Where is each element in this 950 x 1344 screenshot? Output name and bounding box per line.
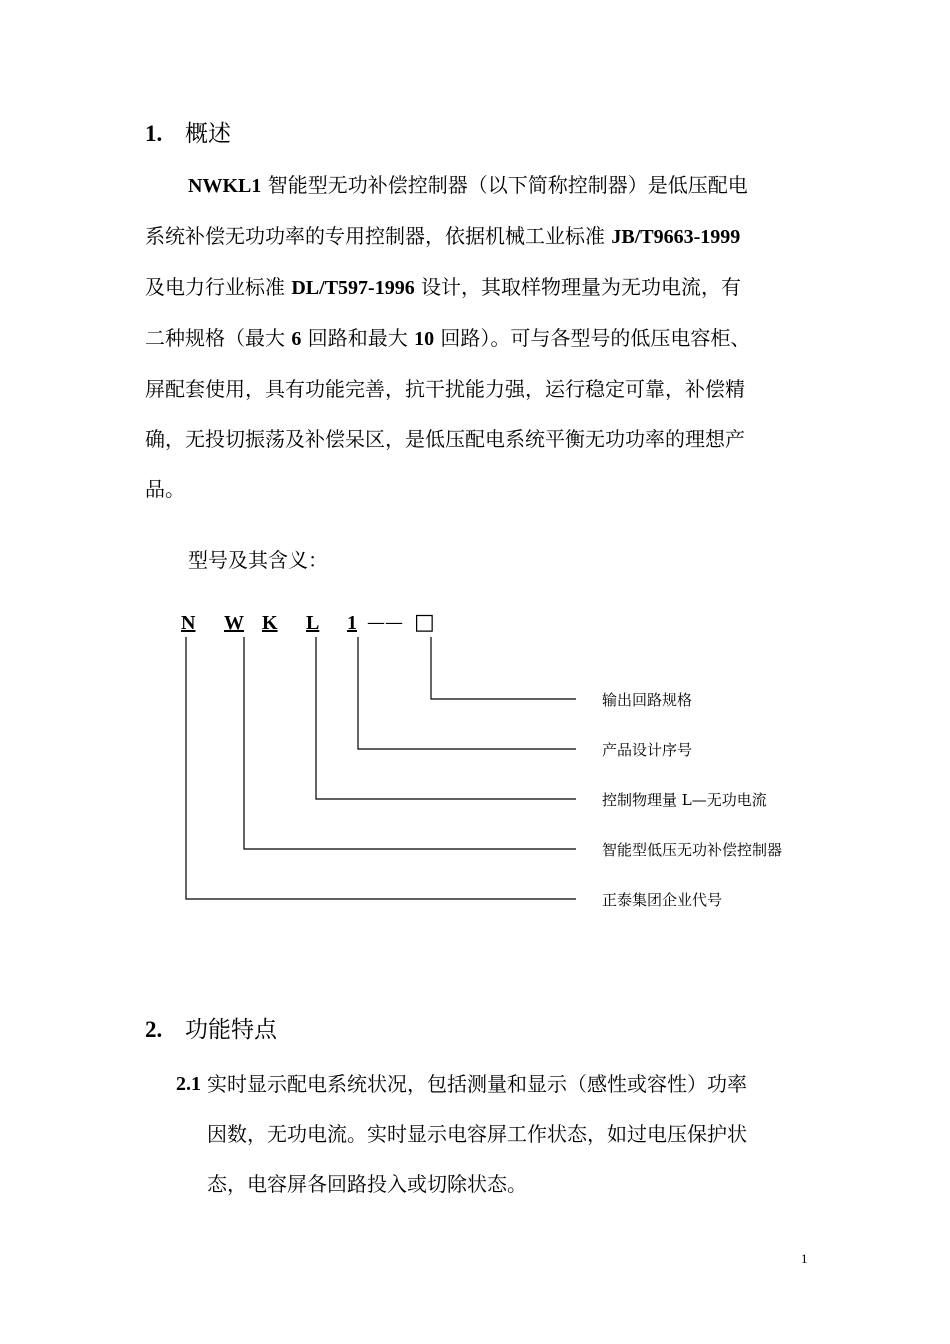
meaning-control-quantity: 控制物理量 L—无功电流 [602,791,767,809]
code-letter-n: N [181,612,196,634]
text-run: 屏配套使用，具有功能完善，抗干扰能力强，运行稳定可靠，补偿精 [145,377,745,401]
line-control-quantity [316,637,576,799]
section-1-title: 概述 [185,121,231,147]
code-letter-k: K [262,612,278,634]
text-run: 确，无投切振荡及补偿呆区，是低压配电系统平衡无功功率的理想产 [145,427,745,451]
section-2-heading [145,1015,277,1045]
text-run: 系统补偿无功功率的专用控制器，依据机械工业标准 [145,224,612,248]
section-2-number: 2. [145,1017,163,1042]
code-letter-l: L [306,612,320,634]
text-run: 回路和最大 [301,326,415,350]
text-run: 智能型无功补偿控制器（以下简称控制器）是低压配电 [261,173,748,197]
text-run: 二种规格（最大 [145,326,292,350]
item-2-1-line-1: 实时显示配电系统状况，包括测量和显示（感性或容性）功率 [207,1072,747,1096]
code-digit-1: 1 [347,612,357,634]
bold-term: JB/T9663-1999 [611,226,741,248]
meaning-company-code: 正泰集团企业代号 [602,891,723,909]
item-2-1-line-2: 因数，无功电流。实时显示电容屏工作状态，如过电压保护状 [207,1122,747,1146]
text-run: 回路）。可与各型号的低压电容柜、 [434,326,751,350]
model-intro: 型号及其含义： [188,548,328,572]
text-run: 设计，其取样物理量为无功电流，有 [414,275,742,299]
line-output-spec [431,637,576,699]
code-box: □ [414,610,435,635]
bold-term: DL/T597-1996 [291,277,415,299]
meaning-design-serial: 产品设计序号 [602,741,693,759]
section-2-title: 功能特点 [185,1017,277,1043]
line-intelligent [244,637,576,849]
line-design-serial [358,637,576,749]
section-1-number: 1. [145,121,163,146]
meaning-intelligent: 智能型低压无功补偿控制器 [602,841,783,859]
text-run: 及电力行业标准 [145,275,292,299]
item-2-1-line-3: 态，电容屏各回路投入或切除状态。 [207,1172,527,1196]
text-run: 品。 [145,477,185,501]
item-2-1-number: 2.1 [176,1073,201,1095]
bold-term: NWKL1 [188,175,262,197]
code-dash: —— [367,612,403,633]
code-letter-w: W [224,612,244,634]
bold-term: 6 [291,328,302,350]
meaning-output-spec: 输出回路规格 [602,691,693,709]
bold-term: 10 [414,328,435,350]
page-number: 1 [801,1251,808,1266]
